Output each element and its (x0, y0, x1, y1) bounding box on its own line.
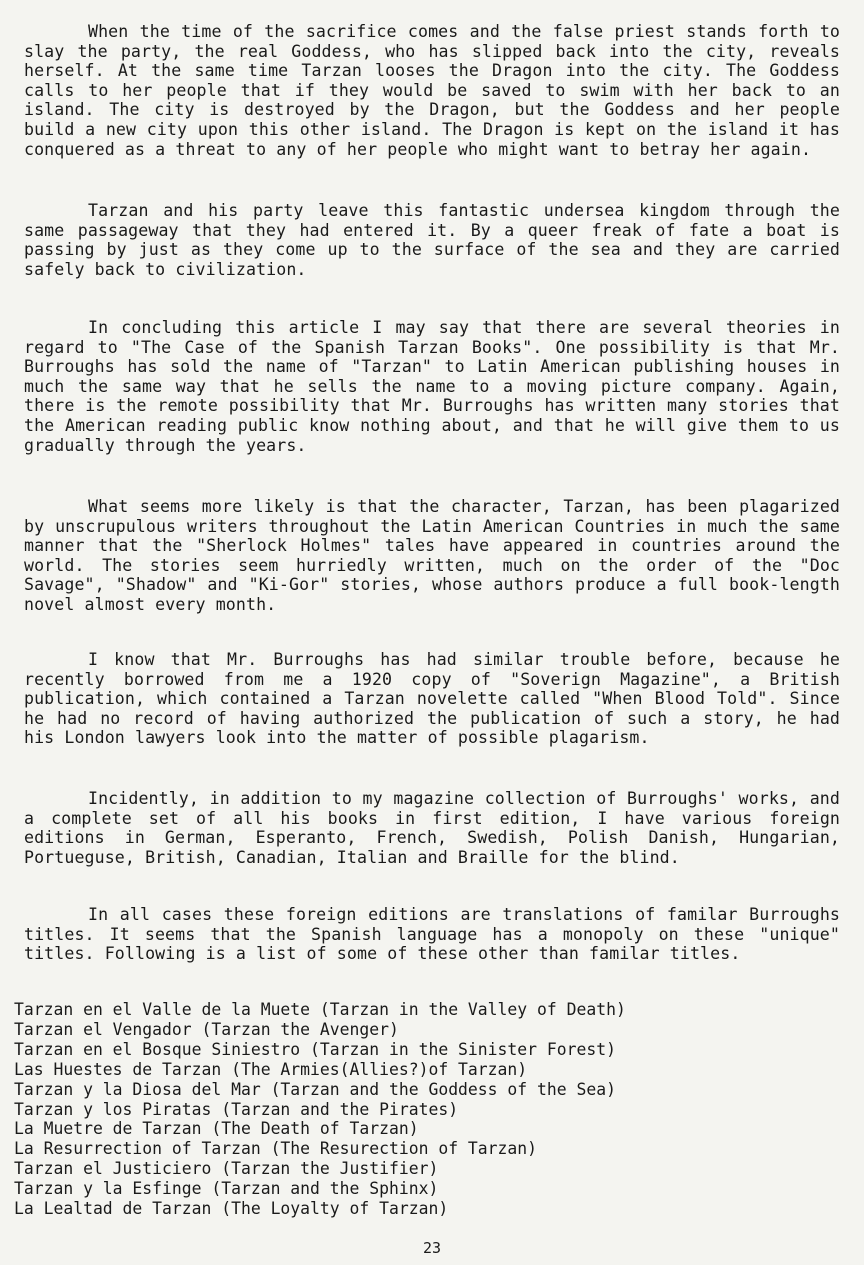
paragraph-sacrifice: When the time of the sacrifice comes and the false priest stands forth to slay the party, the real Goddess, who has slipped back into the city, reveals herself. At the same time Tarzan looses the Dragon into the city. The Goddess calls to her people that if they would be saved to swim with her back to an island. The city is destroyed by the Dragon, but the Goddess and her people build a new city upon this other island. The Dragon is kept on the island it has conquered as a threat to any of her people who might want to betray her again. (24, 22, 840, 159)
paragraph-trouble-before: I know that Mr. Burroughs has had similar trouble before, because he recently borrowed from me a 1920 copy of "Soverign Magazine", a British publication, which contained a Tarzan novelette called "When Blood Told". Since he had no record of having authorized the publication of such a story, he had his London lawyers look into the matter of possible plagarism. (24, 650, 840, 748)
paragraph-foreign-editions: In all cases these foreign editions are translations of familar Burroughs titles. It seems that the Spanish language has a monopoly on these "unique" titles. Following is a list of some of these other than familar titles. (24, 905, 840, 964)
list-item: La Muetre de Tarzan (The Death of Tarzan) (14, 1119, 419, 1139)
list-item: Tarzan en el Bosque Siniestro (Tarzan in the Sinister Forest) (14, 1039, 616, 1059)
list-item: La Resurrection of Tarzan (The Resurection of Tarzan) (14, 1139, 538, 1159)
page-number: 23 (422, 1239, 442, 1257)
list-item: Tarzan en el Valle de la Muete (Tarzan in the Valley of Death) (14, 1000, 626, 1019)
list-item: Tarzan el Justiciero (Tarzan the Justifier) (14, 1159, 439, 1179)
paragraph-theories: In concluding this article I may say that there are several theories in regard to "The Case of the Spanish Tarzan Books". One possibility is that Mr. Burroughs has sold the name of "Tarzan" to Latin American publishing houses in much the same way that he sells the name to a moving picture company. Again, there is the remote possibility that Mr. Burroughs has written many stories that the American reading public know nothing about, and that he will give them to us gradually through the years. (24, 318, 840, 455)
paragraph-leave-kingdom: Tarzan and his party leave this fantastic undersea kingdom through the same passageway that they had entered it. By a queer freak of fate a boat is passing by just as they come up to the surface of the sea and they are carried safely back to civilization. (24, 201, 840, 279)
list-item: La Lealtad de Tarzan (The Loyalty of Tarzan) (14, 1199, 449, 1219)
paragraph-plagiarism: What seems more likely is that the character, Tarzan, has been plagarized by unscrupulous writers throughout the Latin American Countries in much the same manner that the "Sherlock Holmes" tales have appeared in countries around the world. The stories seem hurriedly written, much on the order of the "Doc Savage", "Shadow" and "Ki-Gor" stories, whose authors produce a full book-length novel almost every month. (24, 497, 840, 614)
list-item: Tarzan y la Esfinge (Tarzan and the Sphinx) (14, 1179, 439, 1199)
list-item: Tarzan y la Diosa del Mar (Tarzan and the Goddess of the Sea) (14, 1079, 616, 1099)
list-item: Tarzan y los Piratas (Tarzan and the Pirates) (14, 1099, 459, 1119)
paragraph-collection: Incidently, in addition to my magazine collection of Burroughs' works, and a complete set of all his books in first edition, I have various foreign editions in German, Esperanto, French, Swedish, Polish Danish, Hungarian, Portueguse, British, Canadian, Italian and Braille for the blind. (24, 789, 840, 867)
spanish-titles-list (14, 1000, 844, 1219)
list-item: Las Huestes de Tarzan (The Armies(Allies?)of Tarzan) (14, 1059, 528, 1079)
list-item: Tarzan el Vengador (Tarzan the Avenger) (14, 1019, 399, 1039)
